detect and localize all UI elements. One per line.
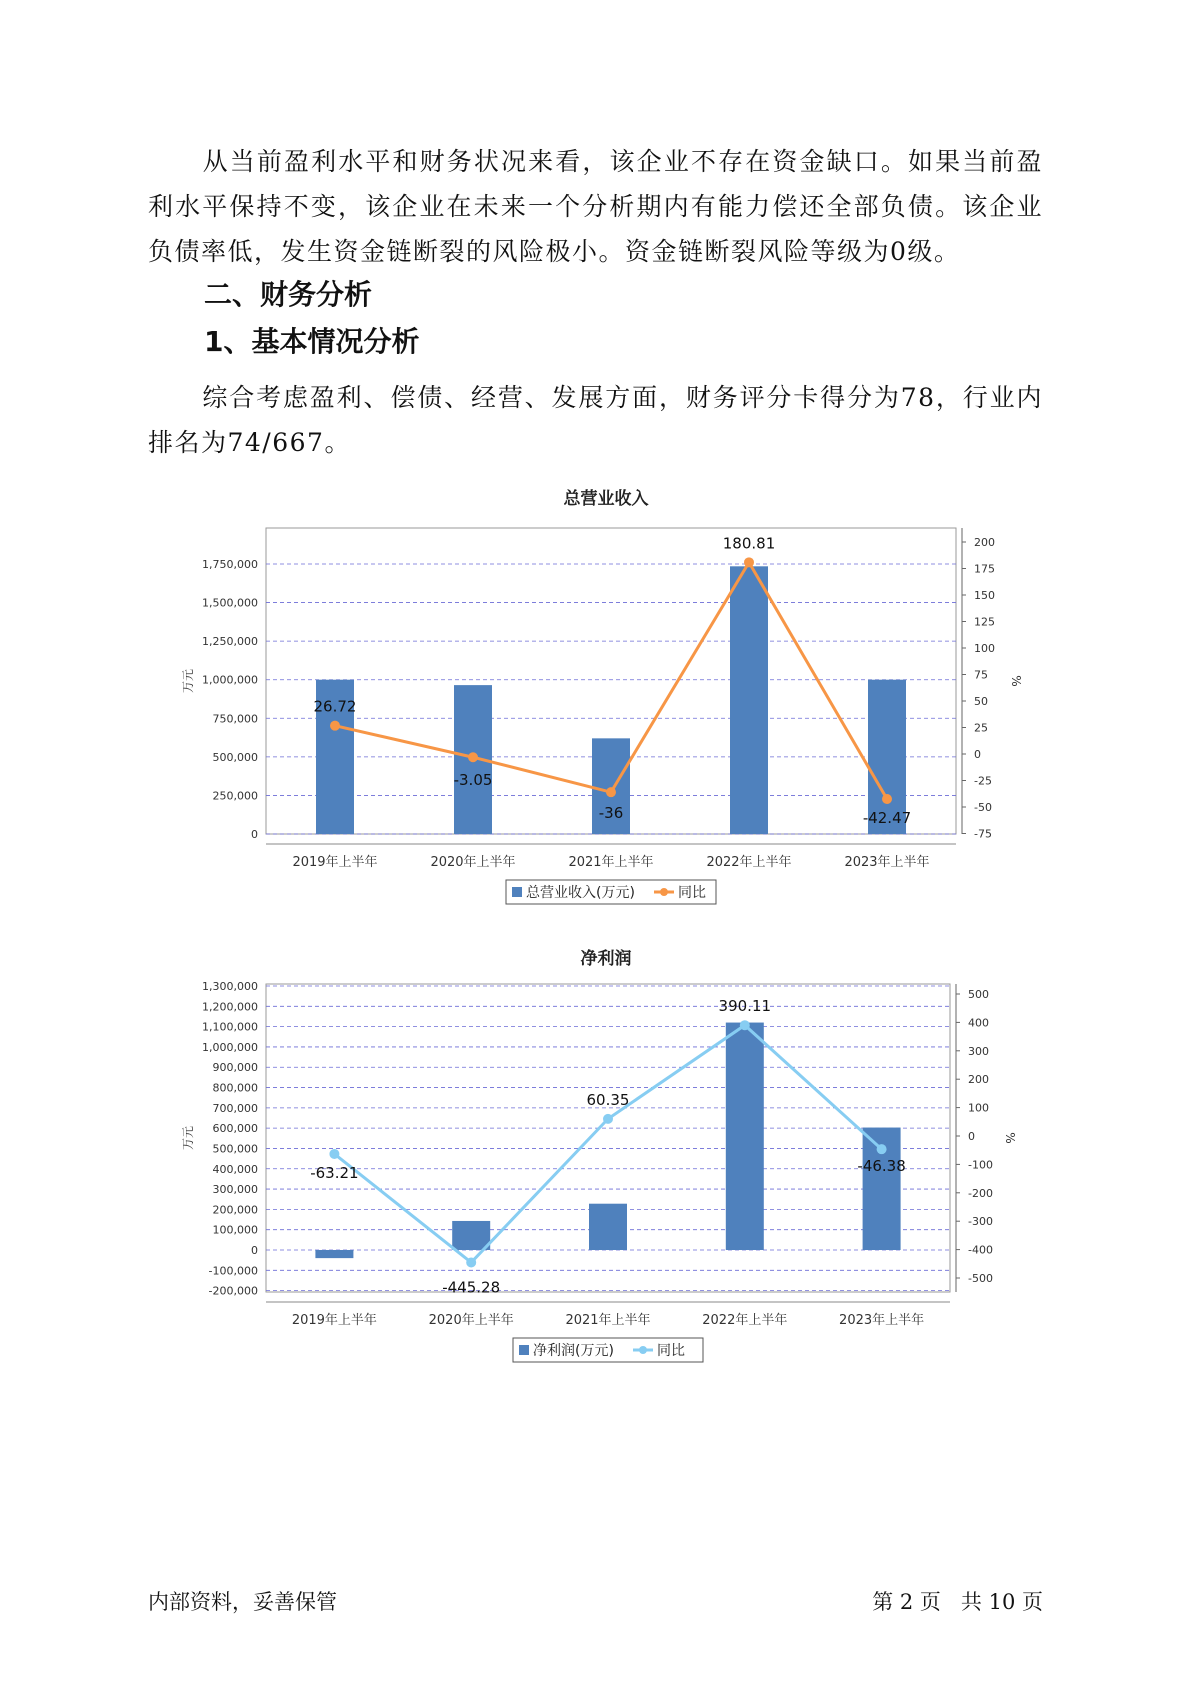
chart-legend (506, 880, 716, 904)
y2-tick-label: -200 (968, 1186, 993, 1200)
y2-tick-label: 25 (974, 721, 988, 735)
yoy-data-label: -63.21 (310, 1163, 359, 1182)
revenue-chart-svg (0, 478, 1191, 910)
yoy-point (466, 1257, 476, 1267)
footer-page-number: 第 2 页 共 10 页 (872, 1590, 1043, 1614)
bar (452, 1221, 490, 1250)
y2-axis-label: % (1009, 675, 1023, 687)
y-tick-label: 1,100,000 (202, 1020, 258, 1034)
y-tick-label: 1,000,000 (202, 673, 258, 687)
y-tick-label: 100,000 (212, 1223, 258, 1237)
y2-tick-label: -100 (968, 1158, 993, 1172)
y-tick-label: 0 (251, 828, 258, 841)
y2-tick-label: -500 (968, 1272, 993, 1285)
y-tick-label: 1,500,000 (202, 596, 258, 610)
y-tick-label: 1,750,000 (202, 558, 258, 571)
y2-axis-label: % (1003, 1132, 1017, 1144)
yoy-data-label: -445.28 (442, 1278, 501, 1297)
y2-tick-label: 0 (974, 748, 981, 761)
yoy-data-label: -36 (598, 804, 624, 823)
yoy-point (744, 557, 754, 567)
x-tick-label: 2020年上半年 (430, 855, 516, 870)
legend-line-marker (639, 1346, 647, 1354)
x-tick-label: 2023年上半年 (839, 1313, 925, 1328)
y2-tick-label: 500 (968, 988, 989, 1001)
section-heading: 二、财务分析 (204, 278, 373, 311)
y-tick-label: -100,000 (208, 1264, 258, 1278)
y-tick-label: 200,000 (212, 1203, 258, 1217)
yoy-point (877, 1144, 887, 1154)
y-tick-label: 1,000,000 (202, 1040, 258, 1054)
yoy-data-label: -42.47 (862, 809, 912, 828)
y-tick-label: 1,300,000 (202, 980, 258, 993)
chart-title: 总营业收入 (563, 489, 649, 509)
risk-paragraph-text: 从当前盈利水平和财务状况来看，该企业不存在资金缺口。如果当前盈利水平保持不变，该企业在未来一个分析期内有能力偿还全部负债。该企业负债率低，发生资金链断裂的风险极小。资金链断裂风险等级为0级。 (148, 147, 1043, 266)
legend-bar-label: 净利润(万元) (533, 1343, 614, 1359)
y-tick-label: 900,000 (212, 1061, 258, 1075)
y-axis-label: 万元 (181, 1125, 195, 1151)
yoy-point (330, 721, 340, 731)
yoy-data-label: 26.72 (313, 697, 357, 716)
y-tick-label: 500,000 (212, 1142, 258, 1156)
yoy-point (468, 752, 478, 762)
y-tick-label: 1,250,000 (202, 635, 258, 649)
y-tick-label: 0 (251, 1244, 258, 1257)
bar (730, 566, 768, 834)
y2-tick-label: -300 (968, 1215, 993, 1229)
y2-tick-label: 50 (974, 695, 988, 708)
y-tick-label: 400,000 (212, 1162, 258, 1176)
x-tick-label: 2023年上半年 (844, 855, 930, 870)
x-tick-label: 2021年上半年 (568, 855, 654, 870)
y2-tick-label: 75 (974, 668, 988, 682)
y-tick-label: 500,000 (212, 750, 258, 764)
legend-bar-label: 总营业收入(万元) (526, 885, 635, 901)
legend-line-marker (660, 888, 668, 896)
bar (589, 1204, 627, 1250)
yoy-point (603, 1114, 613, 1124)
chart-title: 净利润 (580, 949, 632, 969)
yoy-data-label: 390.11 (718, 997, 772, 1016)
y2-tick-label: -75 (974, 827, 992, 841)
bar (726, 1023, 764, 1250)
y2-tick-label: -50 (974, 801, 992, 814)
y2-tick-label: 100 (974, 642, 995, 655)
x-tick-label: 2019年上半年 (292, 855, 378, 870)
y2-tick-label: 200 (968, 1073, 989, 1087)
y2-tick-label: 0 (968, 1130, 975, 1143)
bar (315, 1250, 353, 1258)
legend-bar-swatch (519, 1345, 529, 1355)
y2-tick-label: 150 (974, 589, 995, 602)
y2-tick-label: -25 (974, 774, 992, 788)
y-axis-label: 万元 (181, 668, 195, 694)
yoy-point (882, 794, 892, 804)
legend-line-label: 同比 (678, 885, 706, 901)
y2-tick-label: 400 (968, 1016, 989, 1030)
y-tick-label: -200,000 (208, 1284, 258, 1298)
yoy-data-label: -46.38 (857, 1157, 906, 1176)
yoy-point (606, 787, 616, 797)
x-tick-label: 2021年上半年 (565, 1313, 651, 1328)
y2-tick-label: 100 (968, 1101, 989, 1115)
x-tick-label: 2019年上半年 (291, 1313, 377, 1328)
x-tick-label: 2022年上半年 (706, 855, 792, 870)
y2-tick-label: -400 (968, 1243, 993, 1257)
risk-paragraph (148, 139, 1043, 274)
net-profit-chart-svg (0, 938, 1191, 1378)
score-paragraph (148, 375, 1043, 465)
subsection-heading: 1、基本情况分析 (204, 325, 420, 358)
legend-bar-swatch (512, 887, 522, 897)
y2-tick-label: 175 (974, 562, 995, 576)
y-tick-label: 250,000 (212, 789, 258, 803)
y-tick-label: 300,000 (212, 1183, 258, 1197)
x-tick-label: 2020年上半年 (428, 1313, 514, 1328)
y2-tick-label: 300 (968, 1044, 989, 1058)
yoy-data-label: 180.81 (722, 534, 776, 553)
y-tick-label: 1,200,000 (202, 1000, 258, 1014)
yoy-data-label: 60.35 (586, 1090, 630, 1109)
footer-left: 内部资料，妥善保管 (148, 1590, 337, 1614)
y-tick-label: 800,000 (212, 1081, 258, 1095)
legend-line-label: 同比 (657, 1343, 685, 1359)
revenue-chart (0, 478, 1191, 910)
y2-tick-label: 125 (974, 615, 995, 629)
y-tick-label: 600,000 (212, 1122, 258, 1136)
y2-tick-label: 200 (974, 536, 995, 549)
yoy-point (740, 1020, 750, 1030)
score-paragraph-text: 综合考虑盈利、偿债、经营、发展方面，财务评分卡得分为78，行业内排名为74/667。 (148, 383, 1043, 457)
yoy-data-label: -3.05 (453, 771, 493, 790)
y-tick-label: 700,000 (212, 1101, 258, 1115)
y-tick-label: 750,000 (212, 712, 258, 726)
yoy-point (329, 1149, 339, 1159)
x-tick-label: 2022年上半年 (702, 1313, 788, 1328)
chart-legend (513, 1338, 703, 1362)
net-profit-chart (0, 938, 1191, 1378)
